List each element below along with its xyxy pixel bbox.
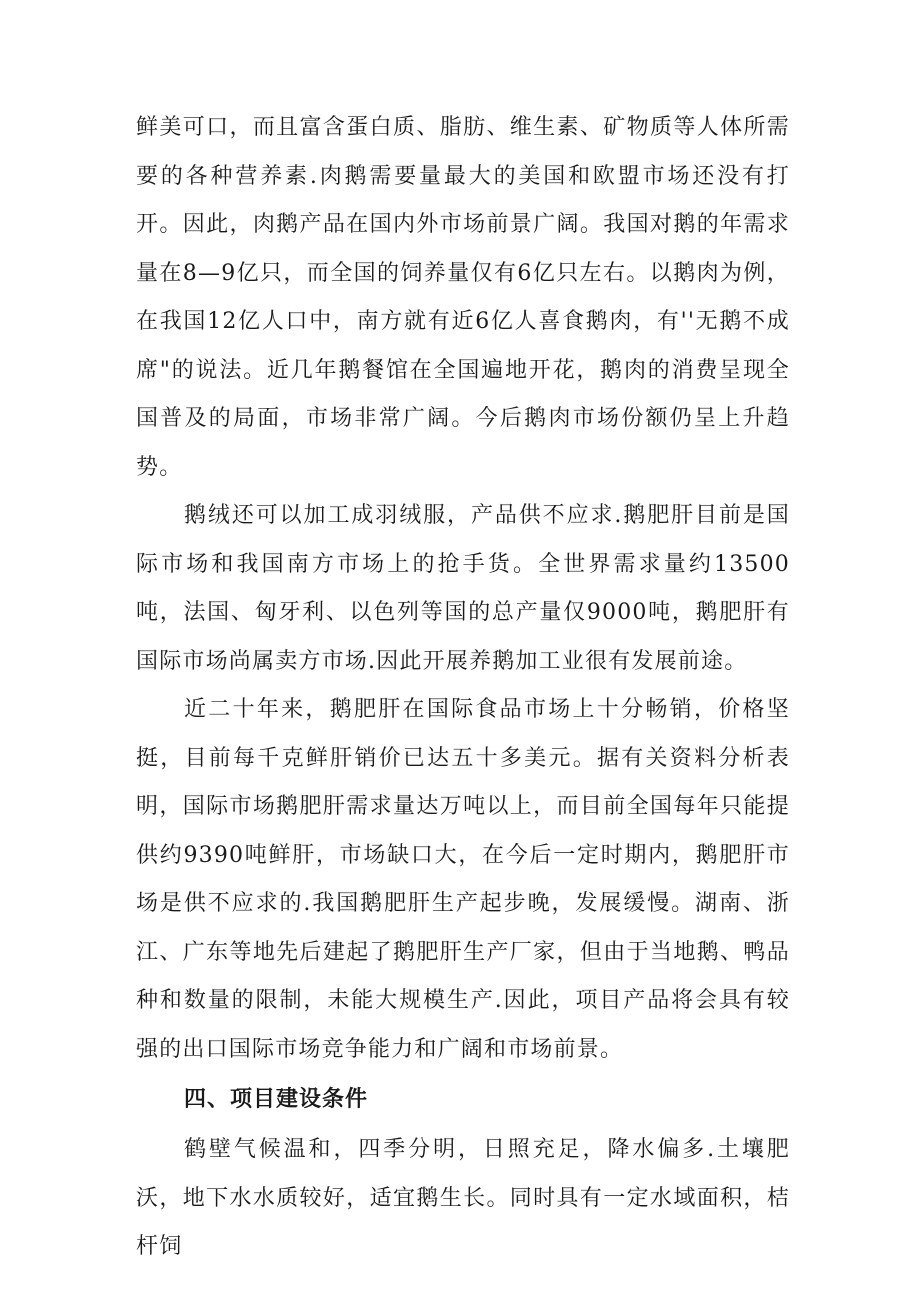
section-heading: 四、项目建设条件 [184, 1087, 369, 1112]
document-body [136, 104, 790, 1272]
paragraph-foie-gras-international: 近二十年来，鹅肥肝在国际食品市场上十分畅销，价格坚挺，目前每千克鲜肝销价已达五十多美元。据有关资料分析表明，国际市场鹅肥肝需求量达万吨以上，而目前全国每年只能提供约9390吨鲜肝，市场缺口大，在今后一定时期内，鹅肥肝市场是供不应求的.我国鹅肥肝生产起步晚，发展缓慢。湖南、浙江、广东等地先后建起了鹅肥肝生产厂家，但由于当地鹅、鸭品种和数量的限制，未能大规模生产.因此，项目产品将会具有较强的出口国际市场竞争能力和广阔和市场前景。 [136, 697, 790, 1062]
paragraph-goose-meat-market: 鲜美可口，而且富含蛋白质、脂肪、维生素、矿物质等人体所需要的各种营养素.肉鹅需要量最大的美国和欧盟市场还没有打开。因此，肉鹅产品在国内外市场前景广阔。我国对鹅的年需求量在8—9亿只，而全国的饲养量仅有6亿只左右。以鹅肉为例，在我国12亿人口中，南方就有近6亿人喜食鹅肉，有''无鹅不成席"的说法。近几年鹅餐馆在全国遍地开花，鹅肉的消费呈现全国普及的局面，市场非常广阔。今后鹅肉市场份额仍呈上升趋势。 [136, 115, 790, 480]
paragraph-construction-conditions: 鹤壁气候温和，四季分明，日照充足，降水偏多.土壤肥沃，地下水水质较好，适宜鹅生长。同时具有一定水域面积，桔杆饲 [136, 1137, 790, 1259]
paragraph-goose-down-foie-gras: 鹅绒还可以加工成羽绒服，产品供不应求.鹅肥肝目前是国际市场和我国南方市场上的抢手货。全世界需求量约13500吨，法国、匈牙利、以色列等国的总产量仅9000吨，鹅肥肝有国际市场尚属卖方市场.因此开展养鹅加工业很有发展前途。 [136, 503, 790, 674]
